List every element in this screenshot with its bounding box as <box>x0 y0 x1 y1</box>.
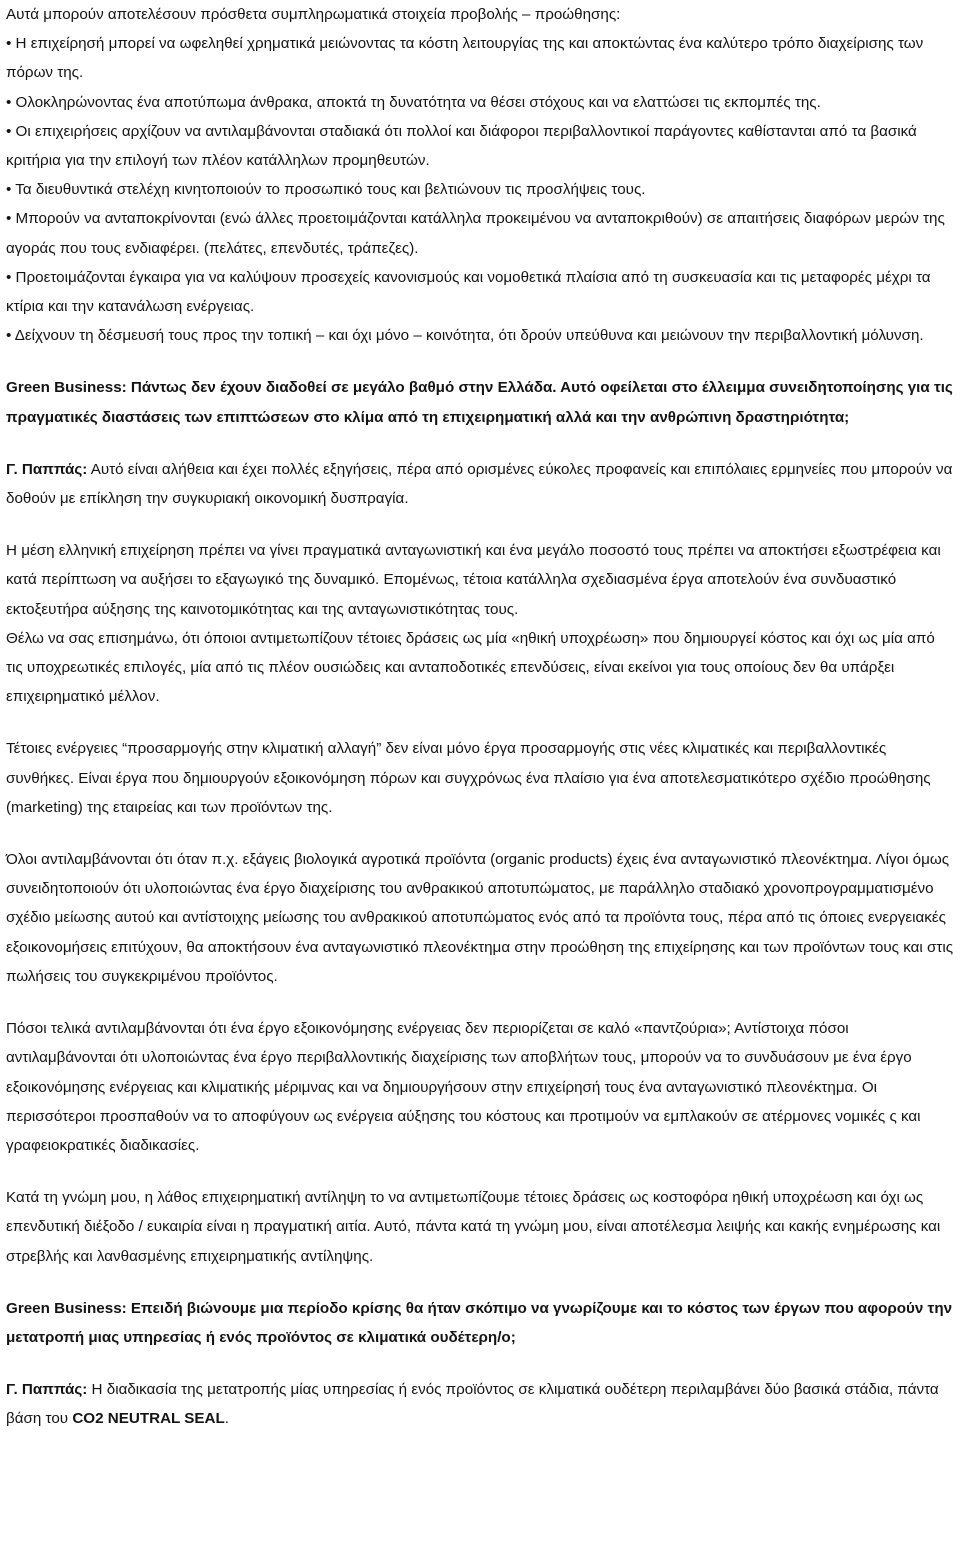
list-item: • Προετοιμάζονται έγκαιρα για να καλύψουν προσεχείς κανονισμούς και νομοθετικά πλαίσια από τη συσκευασία και τις μεταφορές μέχρι τα κτίρια και την κατανάλωση ενέργειας. <box>6 268 931 316</box>
paragraph-organic: Όλοι αντιλαμβάνονται ότι όταν π.χ. εξάγεις βιολογικά αγροτικά προϊόντα (organic products) έχεις ένα ανταγωνιστικό πλεονέκτημα. Λίγοι όμως συνειδητοποιούν ότι υλοποιώντας ένα έργο διαχείρισης του ανθρακικού αποτυπώματος, με παράλληλο σταδιακό χρονοπρογραμματισμένο σχέδιο μείωσης αυτού και αντίστοιχης μείωσης του ανθρακικού αποτυπώματος ενός από τα προϊόντα τους, πέρα από τις όποιες ενεργειακές εξοικονομήσεις επιτύχουν, θα αποκτήσουν ένα ανταγωνιστικό πλεονέκτημα στην προώθηση της επιχείρησης και των προϊόντων τους και στις πωλήσεις του συγκεκριμένου προϊόντος. <box>6 851 954 985</box>
paragraph-opinion: Κατά τη γνώμη μου, η λάθος επιχειρηματική αντίληψη το να αντιμετωπίζουμε τέτοιες δράσεις ως κοστοφόρα ηθική υποχρέωση και όχι ως επενδυτική διέξοδο / ευκαιρία είναι η πραγματική αιτία. Αυτό, πάντα κατά τη γνώμη μου, είναι αποτέλεσμα λειψής και κακής ενημέρωσης και στρεβλής και λανθασμένης επιχειρηματικής αντίληψης. <box>6 1189 941 1265</box>
answer-text: Η διαδικασία της μετατροπής μίας υπηρεσίας ή ενός προϊόντος σε κλιματικά ουδέτερη περιλαμβάνει δύο βασικά στάδια, πάντα βάση του <box>6 1381 939 1428</box>
intro-line: Αυτά μπορούν αποτελέσουν πρόσθετα συμπληρωματικά στοιχεία προβολής – προώθησης: <box>6 6 621 23</box>
paragraph-adaptation: Τέτοιες ενέργειες “προσαρμογής στην κλιματική αλλαγή” δεν είναι μόνο έργα προσαρμογής στις νέες κλιματικές και περιβαλλοντικές συνθήκες. Είναι έργα που δημιουργούν εξοικονόμηση πόρων και συγχρόνως ένα πλαίσιο για ένα αποτελεσματικότερο σχέδιο προώθησης (marketing) της εταιρείας και των προϊόντων της. <box>6 740 931 816</box>
list-item: • Τα διευθυντικά στελέχη κινητοποιούν το προσωπικό τους και βελτιώνουν τις προσλήψεις τους. <box>6 181 646 199</box>
benefits-list <box>6 29 954 350</box>
paragraph-competitiveness: Η μέση ελληνική επιχείρηση πρέπει να γίνει πραγματικά ανταγωνιστική και ένα μεγάλο ποσοστό τους πρέπει να αποκτήσει εξωστρέφεια και κατά περίπτωση να αυξήσει το εξαγωγικό της δυναμικό. Επομένως, τέτοια κατάλληλα σχεδιασμένα έργα αποτελούν ένα συνδυαστικό εκτοξευτήρα αύξησης της καινοτομικότητας και της ανταγωνιστικότητας τους. <box>6 542 941 618</box>
paragraph-ethics: Θέλω να σας επισημάνω, ότι όποιοι αντιμετωπίζουν τέτοιες δράσεις ως μία «ηθική υποχρέωση» που δημιουργεί κόστος και όχι ως μία από τις υποχρεωτικές επιλογές, μία από τις πλέον ουσιώδεις και ανταποδοτικές επενδύσεις, είναι εκείνοι για τους οποίους δεν θα υπάρξει επιχειρηματικό μέλλον. <box>6 629 935 706</box>
interview-answer-2 <box>6 1375 954 1433</box>
answer-text: Αυτό είναι αλήθεια και έχει πολλές εξηγήσεις, πέρα από ορισμένες εύκολες προφανείς και επιπόλαιες ερμηνείες που μπορούν να δοθούν με επίκληση την συγκυριακή οικονομική δυσπραγία. <box>6 460 953 508</box>
list-item: • Δείχνουν τη δέσμευσή τους προς την τοπική – και όχι μόνο – κοινότητα, ότι δρούν υπεύθυνα και μειώνουν την περιβαλλοντική μόλυνση. <box>6 327 924 345</box>
paragraph-panacea: Πόσοι τελικά αντιλαμβάνονται ότι ένα έργο εξοικονόμησης ενέργειας δεν περιορίζεται σε καλό «παντζούρια»; Αντίστοιχα πόσοι αντιλαμβάνονται ότι υλοποιώντας ένα έργο περιβαλλοντικής διαχείρισης των αποβλήτων τους, μπορούν να το συνδυάσουν με ένα έργο εξοικονόμησης ενέργειας και κλιματικής μέριμνας και να δημιουργήσουν στην επιχείρησή τους ένα ανταγωνιστικό πλεονέκτημα. Οι περισσότεροι προσπαθούν να το αποφύγουν ως ενέργεια αύξησης του κόστους και προτιμούν να εμπλακούν σε ατέρμονες νομικές ς και γραφειοκρατικές διαδικασίες. <box>6 1020 921 1154</box>
answer-end: . <box>224 1410 230 1428</box>
seal-name: CO2 NEUTRAL SEAL <box>72 1410 225 1428</box>
speaker-label: Γ. Παππάς: <box>6 460 88 478</box>
speaker-label: Γ. Παππάς: <box>6 1381 88 1399</box>
list-item: • Ολοκληρώνοντας ένα αποτύπωμα άνθρακα, αποκτά τη δυνατότητα να θέσει στόχους και να ελαττώσει τις εκπομπές της. <box>6 93 821 111</box>
interview-question-2: Green Business: Επειδή βιώνουμε μια περίοδο κρίσης θα ήταν σκόπιμο να γνωρίζουμε και το κόστος των έργων που αφορούν την μετατροπή μιας υπηρεσίας ή ενός προϊόντος σε κλιματικά ουδέτερη/ο; <box>6 1299 953 1346</box>
list-item: • Μπορούν να ανταποκρίνονται (ενώ άλλες προετοιμάζονται κατάλληλα προκειμένου να ανταποκριθούν) σε απαιτήσεις διαφόρων μερών της αγοράς που τους ενδιαφέρει. (πελάτες, επενδυτές, τράπεζες). <box>6 210 945 257</box>
interview-question-1: Green Business: Πάντως δεν έχουν διαδοθεί σε μεγάλο βαθμό στην Ελλάδα. Αυτό οφείλεται στο έλλειμμα συνειδητοποίησης για τις πραγματικές διαστάσεις των επιπτώσεων στο κλίμα από τη επιχειρηματική αλλά και την ανθρώπινη δραστηριότητα; <box>6 379 953 426</box>
interview-answer-1 <box>6 455 954 513</box>
list-item: • Η επιχείρησή μπορεί να ωφεληθεί χρηματικά μειώνοντας τα κόστη λειτουργίας της και αποκτώντας ένα καλύτερο τρόπο διαχείρισης των πόρων της. <box>6 35 924 82</box>
list-item: • Οι επιχειρήσεις αρχίζουν να αντιλαμβάνονται σταδιακά ότι πολλοί και διάφοροι περιβαλλοντικοί παράγοντες καθίστανται από τα βασικά κριτήρια για την επιλογή των πλέον κατάλληλων προμηθευτών. <box>6 122 917 170</box>
